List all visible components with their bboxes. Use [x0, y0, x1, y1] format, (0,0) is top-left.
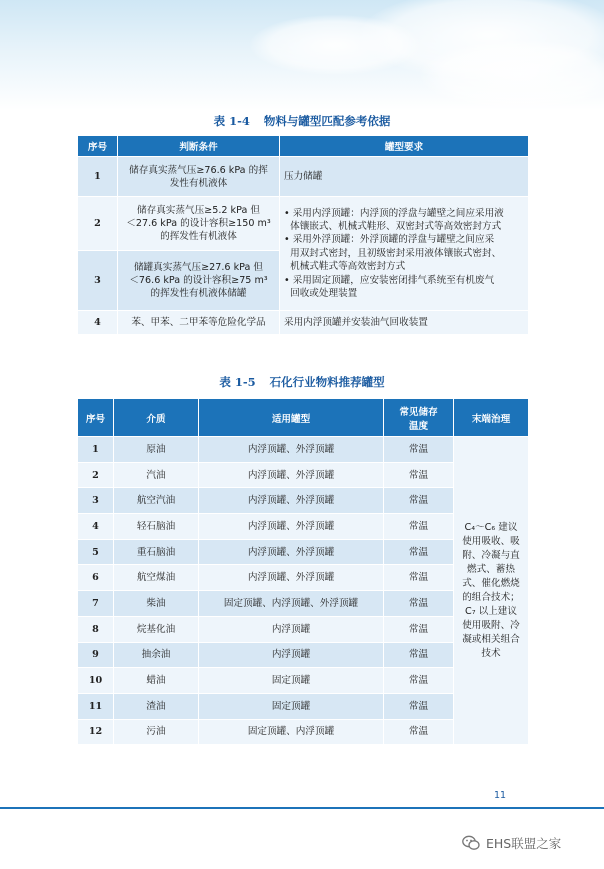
condition-line: 储罐真实蒸气压≥27.6 kPa 但 — [133, 262, 264, 273]
condition-cell: 苯、甲苯、二甲苯等危险化学品 — [118, 311, 280, 335]
end-treatment-line: 附、冷凝与直 — [462, 549, 520, 561]
table1-caption-number: 表 1-4 — [213, 114, 250, 128]
condition-line: ＜27.6 kPa 的设计容积≥150 m³ — [126, 218, 271, 229]
row-number: 1 — [78, 437, 114, 463]
tank-type-cell: 固定顶罐 — [199, 668, 384, 694]
condition-line: 的挥发性有机液体储罐 — [150, 288, 247, 299]
condition-cell — [118, 251, 280, 311]
medium-cell: 柴油 — [114, 591, 199, 617]
condition-line: 储存真实蒸气压≥76.6 kPa 的挥 — [129, 164, 268, 176]
footer-rule — [0, 807, 604, 809]
watermark-text: EHS联盟之家 — [486, 836, 562, 851]
table-row — [78, 311, 529, 335]
condition-cell — [118, 197, 280, 251]
header-temp-line: 常见储存 — [399, 406, 438, 418]
condition-line: 储存真实蒸气压≥5.2 kPa 但 — [137, 205, 260, 216]
table2-caption-number: 表 1-5 — [219, 375, 256, 389]
table-row — [78, 437, 529, 463]
temperature-cell: 常温 — [384, 437, 454, 463]
requirement-line: • 采用内浮顶罐：内浮顶的浮盘与罐壁之间应采用液 — [284, 207, 504, 219]
requirement-cell: 压力储罐 — [280, 157, 529, 197]
table-1-5 — [77, 398, 529, 745]
temperature-cell: 常温 — [384, 514, 454, 540]
table2-header-no: 序号 — [78, 399, 114, 437]
table1-caption-title: 物料与罐型匹配参考依据 — [263, 114, 391, 128]
table1-header-cond: 判断条件 — [118, 136, 280, 157]
row-number: 9 — [78, 642, 114, 668]
row-number: 4 — [78, 311, 118, 335]
tank-type-cell: 内浮顶罐 — [199, 616, 384, 642]
medium-cell: 蜡油 — [114, 668, 199, 694]
table2-caption — [0, 374, 604, 390]
temperature-cell: 常温 — [384, 539, 454, 565]
table1-header-req: 罐型要求 — [280, 136, 529, 157]
table-row — [78, 197, 529, 251]
row-number: 8 — [78, 616, 114, 642]
temperature-cell: 常温 — [384, 616, 454, 642]
row-number: 7 — [78, 591, 114, 617]
condition-line: 发性有机液体 — [169, 177, 228, 189]
tank-type-cell: 内浮顶罐、外浮顶罐 — [199, 462, 384, 488]
row-number: 11 — [78, 693, 114, 719]
row-number: 6 — [78, 565, 114, 591]
tank-type-cell: 内浮顶罐、外浮顶罐 — [199, 514, 384, 540]
end-treatment-line: 燃式、蓄热 — [467, 563, 515, 575]
temperature-cell: 常温 — [384, 488, 454, 514]
end-treatment-line: C₇ 以上建议 — [465, 605, 517, 617]
sky-background — [0, 0, 604, 110]
tank-type-cell: 固定顶罐、内浮顶罐 — [199, 719, 384, 745]
end-treatment-line: 的组合技术； — [462, 591, 520, 603]
table-1-4 — [77, 135, 529, 335]
end-treatment-line: 式、催化燃烧 — [462, 577, 520, 589]
row-number: 4 — [78, 514, 114, 540]
end-treatment-line: 使用吸收、吸 — [462, 535, 520, 547]
temperature-cell: 常温 — [384, 462, 454, 488]
header-temp-line: 温度 — [408, 420, 429, 432]
tank-type-cell: 内浮顶罐、外浮顶罐 — [199, 565, 384, 591]
wechat-icon — [462, 835, 480, 851]
tank-type-cell: 内浮顶罐、外浮顶罐 — [199, 488, 384, 514]
row-number: 2 — [78, 197, 118, 251]
tank-type-cell: 内浮顶罐 — [199, 642, 384, 668]
condition-line: 的挥发性有机液体 — [160, 231, 237, 242]
table2-header-treatment: 末端治理 — [454, 399, 529, 437]
row-number: 2 — [78, 462, 114, 488]
row-number: 10 — [78, 668, 114, 694]
requirement-line: 回收或处理装置 — [284, 288, 358, 300]
end-treatment-line: 技术 — [481, 647, 501, 659]
condition-line: ＜76.6 kPa 的设计容积≥75 m³ — [129, 275, 268, 286]
requirement-line: 体镶嵌式、机械式鞋形、双密封式等高效密封方式 — [284, 220, 502, 232]
tank-type-cell: 固定顶罐、内浮顶罐、外浮顶罐 — [199, 591, 384, 617]
medium-cell: 汽油 — [114, 462, 199, 488]
medium-cell: 抽余油 — [114, 642, 199, 668]
medium-cell: 航空煤油 — [114, 565, 199, 591]
tank-type-cell: 内浮顶罐、外浮顶罐 — [199, 437, 384, 463]
table2-header-medium: 介质 — [114, 399, 199, 437]
table2-header-row — [78, 399, 529, 437]
requirement-line: 用双封式密封，且初级密封采用液体镶嵌式密封、 — [284, 247, 502, 259]
medium-cell: 原油 — [114, 437, 199, 463]
medium-cell: 轻石脑油 — [114, 514, 199, 540]
temperature-cell: 常温 — [384, 642, 454, 668]
table2-caption-title: 石化行业物料推荐罐型 — [269, 375, 385, 389]
table-row — [78, 157, 529, 197]
medium-cell: 污油 — [114, 719, 199, 745]
row-number: 1 — [78, 157, 118, 197]
temperature-cell: 常温 — [384, 719, 454, 745]
page-number: 11 — [494, 790, 507, 801]
table1-header-no: 序号 — [78, 136, 118, 157]
row-number: 3 — [78, 488, 114, 514]
tank-type-cell: 固定顶罐 — [199, 693, 384, 719]
table2-header-temp — [384, 399, 454, 437]
watermark — [462, 834, 561, 852]
end-treatment-line: 凝或相关组合 — [462, 633, 520, 645]
medium-cell: 航空汽油 — [114, 488, 199, 514]
tank-type-cell: 内浮顶罐、外浮顶罐 — [199, 539, 384, 565]
requirement-line: 机械式鞋式等高效密封方式 — [284, 261, 406, 273]
temperature-cell: 常温 — [384, 565, 454, 591]
table1-caption — [0, 113, 604, 129]
medium-cell: 烷基化油 — [114, 616, 199, 642]
end-treatment-line: 使用吸附、冷 — [462, 619, 520, 631]
medium-cell: 渣油 — [114, 693, 199, 719]
row-number: 5 — [78, 539, 114, 565]
temperature-cell: 常温 — [384, 591, 454, 617]
medium-cell: 重石脑油 — [114, 539, 199, 565]
requirement-line: • 采用外浮顶罐：外浮顶罐的浮盘与罐壁之间应采 — [284, 234, 495, 246]
temperature-cell: 常温 — [384, 668, 454, 694]
condition-cell — [118, 157, 280, 197]
row-number: 3 — [78, 251, 118, 311]
end-treatment-cell — [454, 437, 529, 745]
temperature-cell: 常温 — [384, 693, 454, 719]
merged-requirement-cell — [280, 197, 529, 311]
table2-header-tank: 适用罐型 — [199, 399, 384, 437]
requirement-cell: 采用内浮顶罐并安装油气回收装置 — [280, 311, 529, 335]
requirement-line: • 采用固定顶罐，应安装密闭排气系统至有机废气 — [284, 274, 495, 286]
table1-header-row — [78, 136, 529, 157]
row-number: 12 — [78, 719, 114, 745]
end-treatment-line: C₄～C₆ 建议 — [464, 521, 518, 533]
